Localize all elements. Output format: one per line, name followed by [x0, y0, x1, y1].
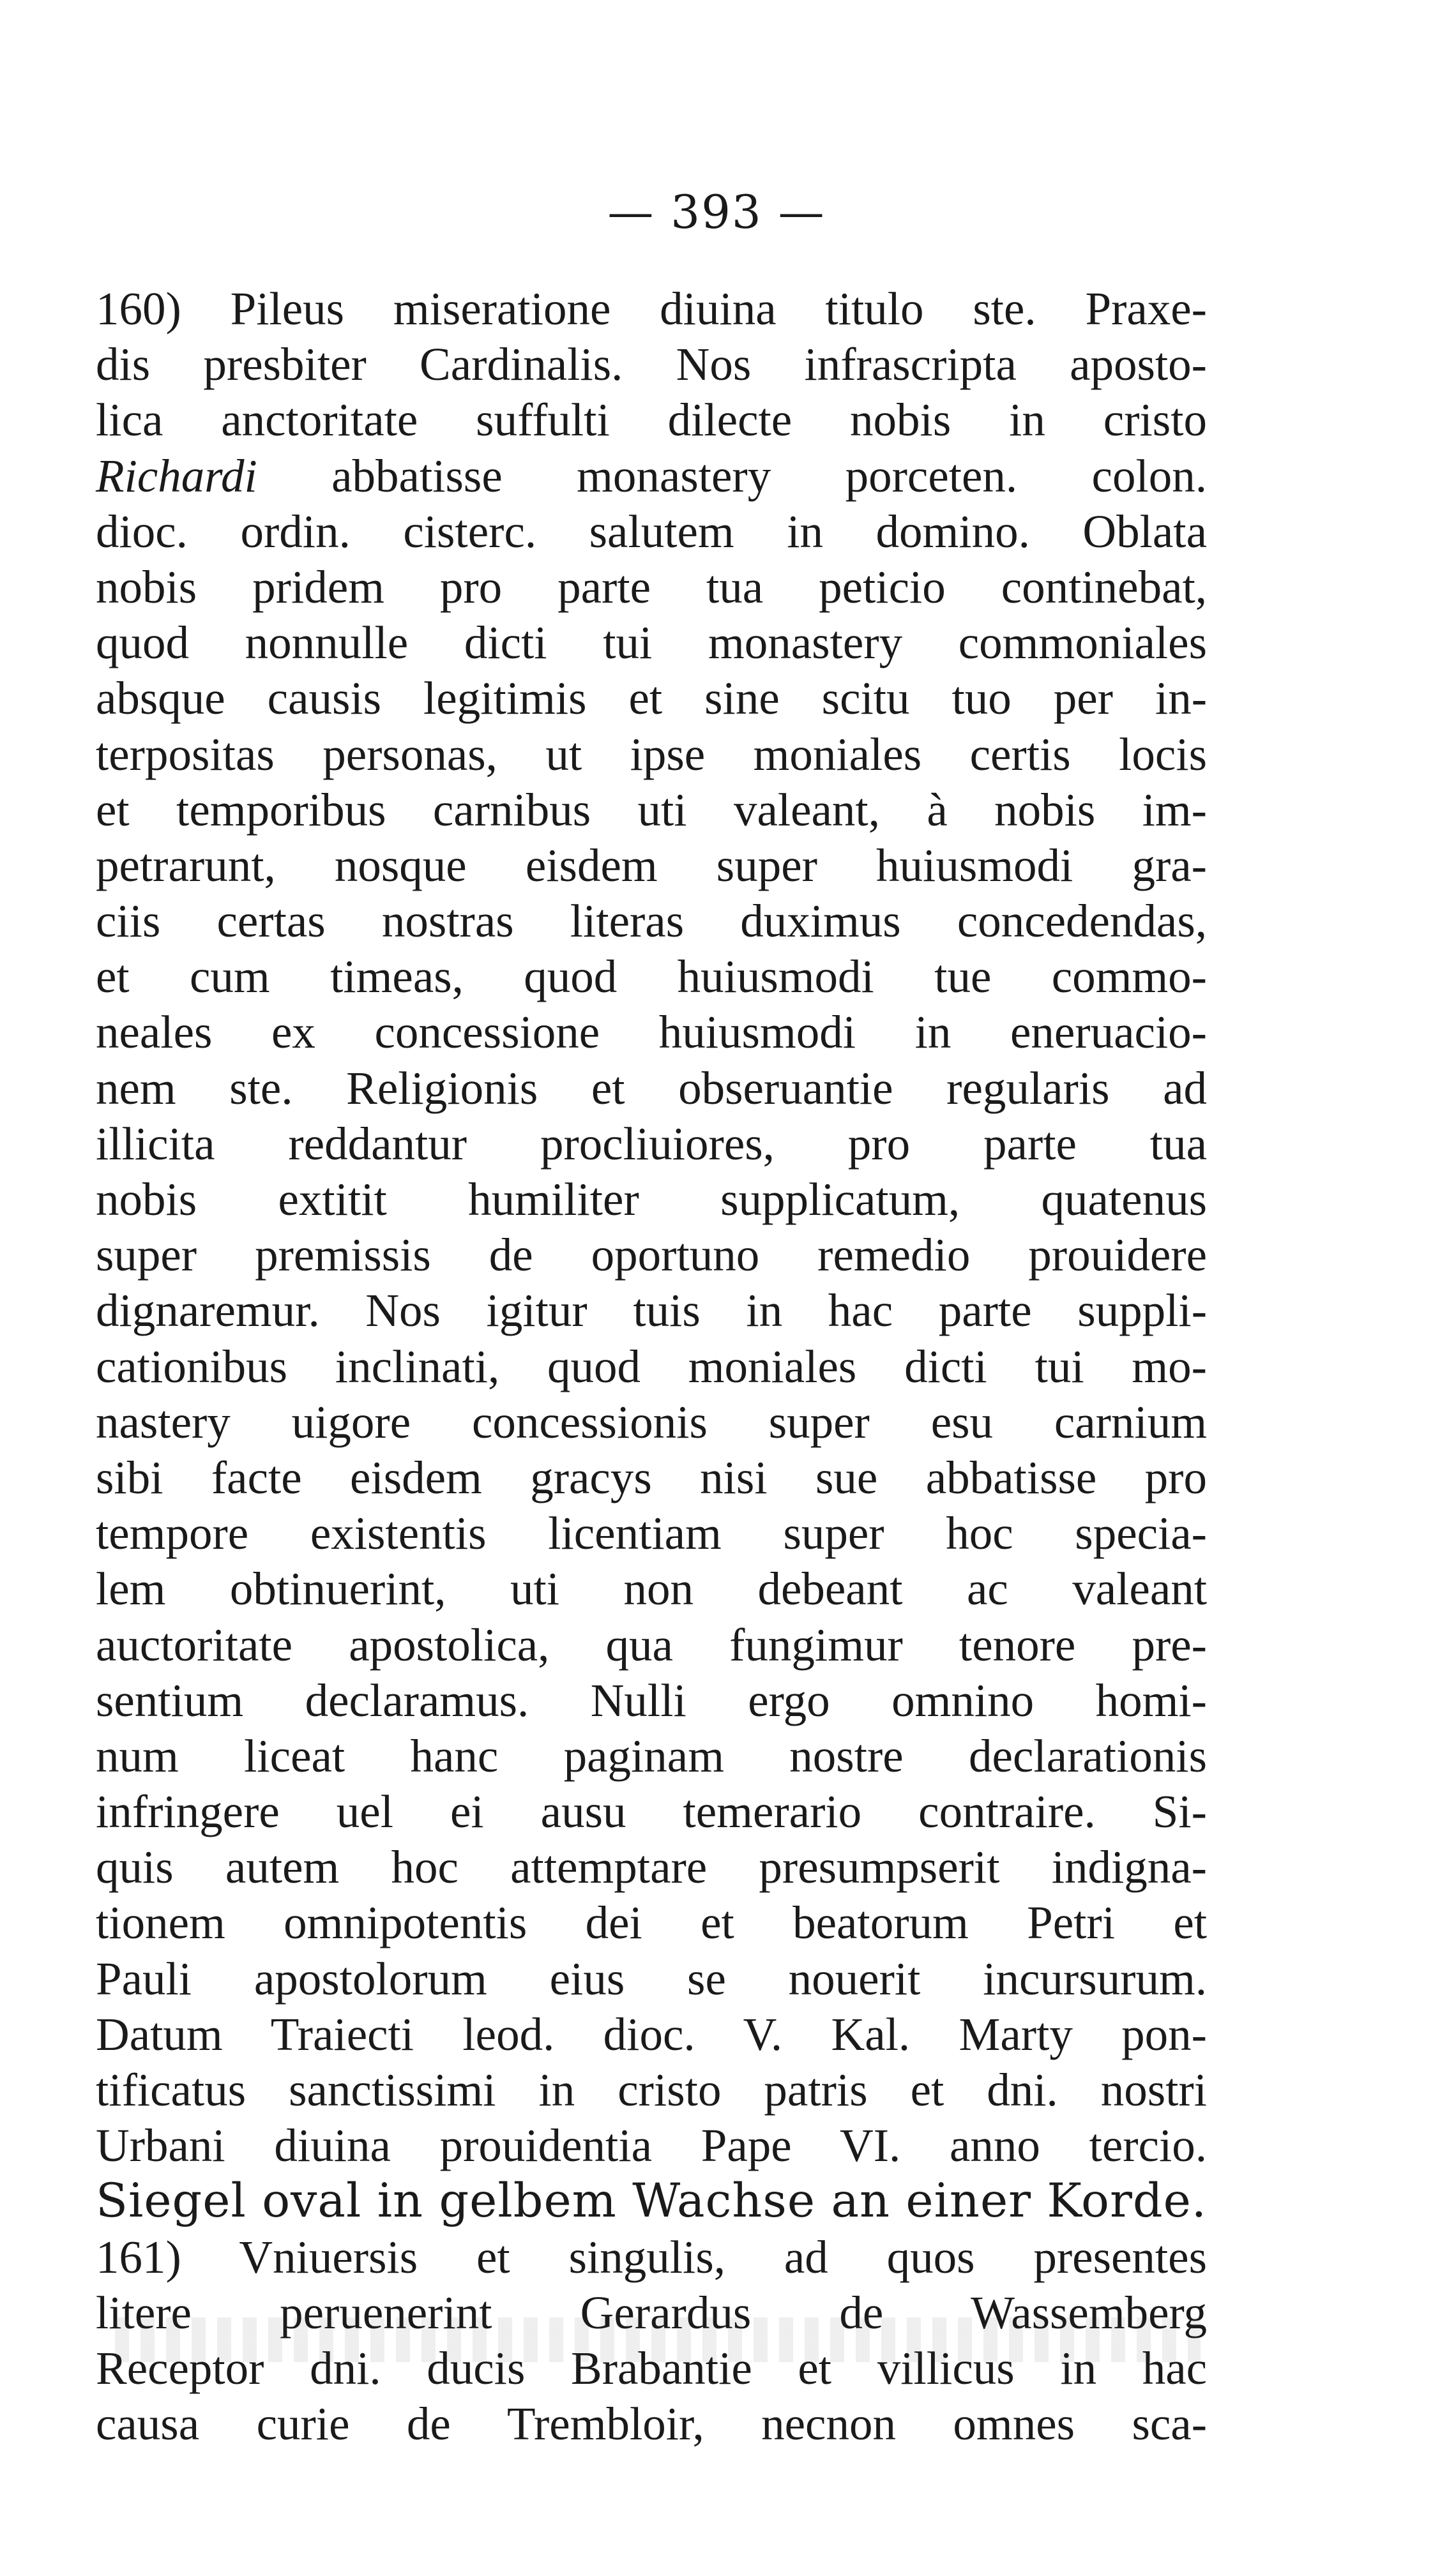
text-line-rest: abbatisse monastery porceten. colon.: [257, 449, 1207, 502]
text-line: tionem omnipotentis dei et beatorum Petri et: [96, 1897, 1207, 1949]
text-line: neales ex concessione huiusmodi in eneruacio-: [96, 1006, 1207, 1058]
show-through-bleed: [115, 2317, 1201, 2362]
text-line: 160) Pileus miseratione diuina titulo ste. Praxe-: [96, 283, 1207, 335]
text-line: lem obtinuerint, uti non debeant ac valeant: [96, 1563, 1207, 1615]
text-line: absque causis legitimis et sine scitu tuo per in-: [96, 672, 1207, 725]
text-line: et temporibus carnibus uti valeant, à nobis im-: [96, 783, 1207, 836]
text-line: super premissis de oportuno remedio prouidere: [96, 1229, 1207, 1281]
text-line: auctoritate apostolica, qua fungimur tenore pre-: [96, 1618, 1207, 1671]
text-line: litere peruenerint Gerardus de Wassemberg: [96, 2286, 1207, 2339]
text-line: quod nonnulle dicti tui monastery commoniales: [96, 617, 1207, 669]
seal-note-line: Siegel oval in gelbem Wachse an einer Korde.: [96, 2174, 1207, 2229]
text-line: dignaremur. Nos igitur tuis in hac parte suppli-: [96, 1284, 1207, 1337]
text-line: Pauli apostolorum eius se nouerit incursurum.: [96, 1952, 1207, 2005]
text-line: num liceat hanc paginam nostre declarationis: [96, 1729, 1207, 1782]
text-line: illicita reddantur procliuiores, pro parte tua: [96, 1117, 1207, 1170]
text-line: Receptor dni. ducis Brabantie et villicus in hac: [96, 2342, 1207, 2394]
text-line: ciis certas nostras literas duximus concedendas,: [96, 895, 1207, 947]
text-line: nobis pridem pro parte tua peticio continebat,: [96, 561, 1207, 613]
italic-name: Richardi: [96, 449, 257, 502]
text-line: lica anctoritate suffulti dilecte nobis in cristo: [96, 394, 1207, 446]
text-line: 161) Vniuersis et singulis, ad quos presentes: [96, 2231, 1207, 2283]
text-line: infringere uel ei ausu temerario contraire. Si-: [96, 1786, 1207, 1838]
text-line: nem ste. Religionis et obseruantie regularis ad: [96, 1062, 1207, 1114]
text-line: sibi facte eisdem gracys nisi sue abbatisse pro: [96, 1451, 1207, 1503]
text-line-with-name: [96, 448, 1207, 504]
text-line: dis presbiter Cardinalis. Nos infrascripta aposto-: [96, 338, 1207, 391]
body-text: [96, 281, 1207, 2452]
text-line: tificatus sanctissimi in cristo patris et dni. nostri: [96, 2064, 1207, 2116]
text-line: petrarunt, nosque eisdem super huiusmodi gra-: [96, 839, 1207, 891]
text-line: tempore existentis licentiam super hoc specia-: [96, 1507, 1207, 1560]
text-line: cationibus inclinati, quod moniales dicti tui mo-: [96, 1340, 1207, 1392]
text-line: nastery uigore concessionis super esu carnium: [96, 1396, 1207, 1448]
text-line: dioc. ordin. cisterc. salutem in domino. Oblata: [96, 505, 1207, 557]
page-number: — 393 —: [607, 185, 826, 239]
text-line: Datum Traiecti leod. dioc. V. Kal. Marty pon-: [96, 2008, 1207, 2060]
text-line: nobis extitit humiliter supplicatum, quatenus: [96, 1173, 1207, 1225]
text-line: quis autem hoc attemptare presumpserit indigna-: [96, 1841, 1207, 1894]
text-line: causa curie de Trembloir, necnon omnes sca-: [96, 2398, 1207, 2450]
text-line: et cum timeas, quod huiusmodi tue commo-: [96, 951, 1207, 1003]
text-line: Urbani diuina prouidentia Pape VI. anno tercio.: [96, 2120, 1207, 2172]
text-line: sentium declaramus. Nulli ergo omnino homi-: [96, 1674, 1207, 1726]
text-line: terpositas personas, ut ipse moniales certis locis: [96, 728, 1207, 780]
